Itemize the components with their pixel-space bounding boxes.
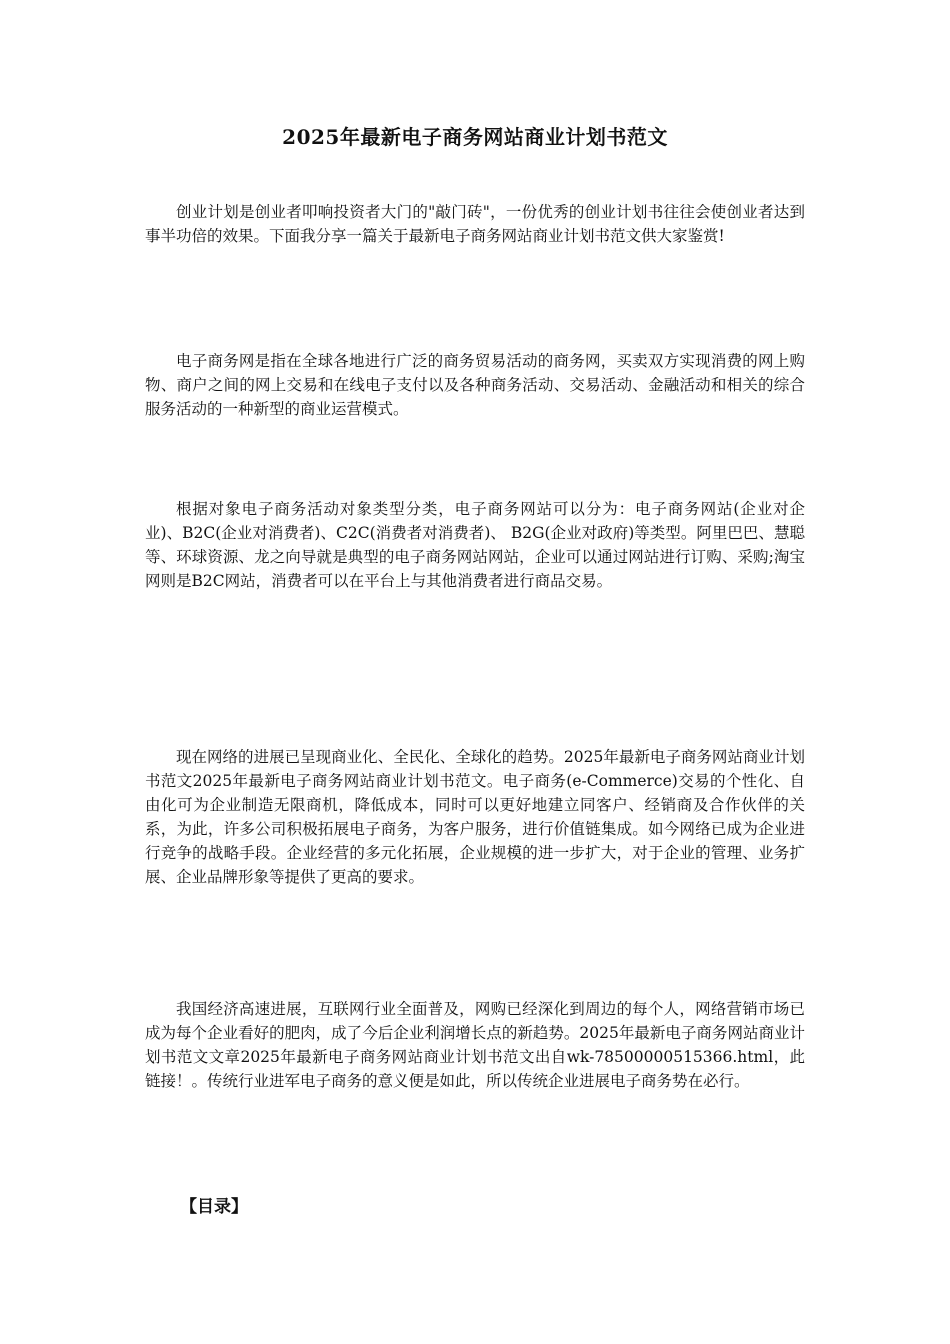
paragraph-definition: 电子商务网是指在全球各地进行广泛的商务贸易活动的商务网，买卖双方实现消费的网上购物、商户之间的网上交易和在线电子支付以及各种商务活动、交易活动、金融活动和相关的综合服务活动的一种新型的商业运营模式。 (145, 352, 805, 418)
paragraph-intro: 创业计划是创业者叩响投资者大门的"敲门砖"，一份优秀的创业计划书往往会使创业者达到事半功倍的效果。下面我分享一篇关于最新电子商务网站商业计划书范文供大家鉴赏! (145, 203, 805, 245)
document-title: 2025年最新电子商务网站商业计划书范文 (282, 125, 668, 149)
paragraph-economy: 我国经济高速进展，互联网行业全面普及，网购已经深化到周边的每个人，网络营销市场已成为每个企业看好的肥肉，成了今后企业利润增长点的新趋势。2025年最新电子商务网站商业计划书范文文章2025年最新电子商务网站商业计划书范文出自wk-78500000515366.html，此链接！。传统行业进军电子商务的意义便是如此，所以传统企业进展电子商务势在必行。 (145, 1000, 805, 1090)
toc-heading: 【目录】 (180, 1197, 248, 1217)
paragraph-classification: 根据对象电子商务活动对象类型分类，电子商务网站可以分为：电子商务网站(企业对企业)、B2C(企业对消费者)、C2C(消费者对消费者)、 B2G(企业对政府)等类型。阿里巴巴、慧聪等、环球资源、龙之向导就是典型的电子商务网站网站，企业可以通过网站进行订购、采购;淘宝网则是B2C网站，消费者可以在平台上与其他消费者进行商品交易。 (145, 500, 805, 590)
paragraph-trends: 现在网络的进展已呈现商业化、全民化、全球化的趋势。2025年最新电子商务网站商业计划书范文2025年最新电子商务网站商业计划书范文。电子商务(e-Commerce)交易的个性化、自由化可为企业制造无限商机，降低成本，同时可以更好地建立同客户、经销商及合作伙伴的关系，为此，许多公司积极拓展电子商务，为客户服务，进行价值链集成。如今网络已成为企业进行竞争的战略手段。企业经营的多元化拓展，企业规模的进一步扩大，对于企业的管理、业务扩展、企业品牌形象等提供了更高的要求。 (145, 748, 805, 886)
